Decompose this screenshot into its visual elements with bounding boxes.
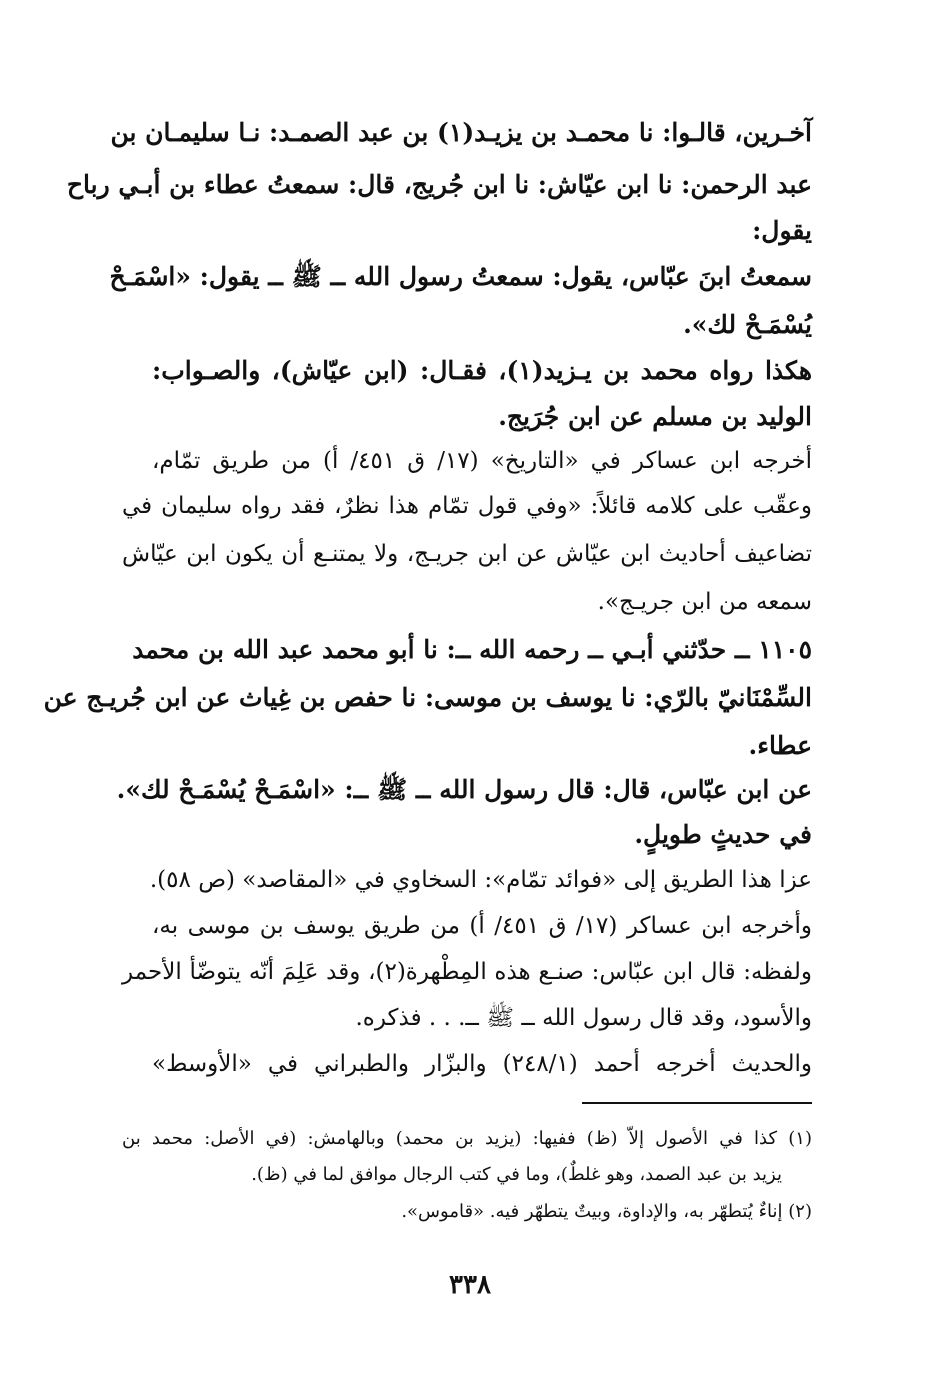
footnote: (١) كذا في الأصول إلاّ (ظ) ففيها: (يزيد بن محمد) وبالهامش: (في الأصل: محمد بن (122, 1128, 812, 1149)
text-line: والأسود، وقد قال رسول الله ــ ﷺ ــ. . . فذكره. (355, 1005, 812, 1031)
footnote: (٢) إناءٌ يُتطهّر به، والإداوة، وبيتٌ يتطهّر فيه. «قاموس». (401, 1201, 812, 1222)
text-line: وأخرجه ابن عساكر (١٧/ ق ٤٥١/ أ) من طريق يوسف بن موسى به، (152, 913, 812, 939)
text-line: سمعه من ابن جريـج». (597, 589, 812, 615)
text-line: يقول: (752, 216, 812, 245)
text-line: في حديثٍ طويلٍ. (634, 820, 812, 849)
footnote: يزيد بن عبد الصمد، وهو غلطٌ)، وما في كتب الرجال موافق لما في (ظ). (251, 1164, 782, 1185)
text-line: تضاعيف أحاديث ابن عيّاش عن ابن جريـج، ولا يمتنـع أن يكون ابن عيّاش (122, 541, 812, 567)
footnote-divider (582, 1102, 812, 1104)
page-number: ٣٣٨ (449, 1270, 491, 1300)
text-line: آخـرين، قالـوا: نا محمـد بن يزيـد(١) بن عبد الصمـد: نـا سليمـان بن (110, 118, 812, 147)
text-line: والحديث أخرجه أحمد (٢٤٨/١) والبزّار والطبراني في «الأوسط» (152, 1051, 812, 1077)
text-line: عطاء. (748, 731, 812, 760)
text-line: أخرجه ابن عساكر في «التاريخ» (١٧/ ق ٤٥١/ أ) من طريق تمّام، (152, 448, 813, 474)
text-line: هكذا رواه محمد بن يـزيد(١)، فقـال: (ابن عيّاش)، والصـواب: (152, 356, 812, 385)
text-line: الوليد بن مسلم عن ابن جُرَيج. (498, 402, 812, 431)
text-line: سمعتُ ابنَ عبّاس، يقول: سمعتُ رسول الله ــ ﷺ ــ يقول: «اسْمَـحْ (109, 262, 812, 291)
text-line: عن ابن عبّاس، قال: قال رسول الله ــ ﷺ ــ: «اسْمَـحْ يُسْمَـحْ لك». (116, 775, 812, 804)
text-line: السِّمْنَانيّ بالرّي: نا يوسف بن موسى: نا حفص بن غِياث عن ابن جُريـج عن (43, 683, 812, 712)
text-line: وعقّب على كلامه قائلاً: «وفي قول تمّام هذا نظرٌ، فقد رواه سليمان في (122, 493, 812, 519)
text-line: ولفظه: قال ابن عبّاس: صنـع هذه المِطْهرة(٢)، وقد عَلِمَ أنّه يتوضّأ الأحمر (122, 959, 812, 985)
hadith-heading: ١١٠٥ ــ حدّثني أبـي ــ رحمه الله ــ: نا أبو محمد عبد الله بن محمد (132, 635, 812, 664)
text-line: عزا هذا الطريق إلى «فوائد تمّام»: السخاوي في «المقاصد» (ص ٥٨). (149, 867, 812, 893)
text-line: يُسْمَـحْ لك». (683, 310, 812, 339)
text-line: عبد الرحمن: نا ابن عيّاش: نا ابن جُريج، قال: سمعتُ عطاء بن أبـي رباح (66, 170, 812, 199)
